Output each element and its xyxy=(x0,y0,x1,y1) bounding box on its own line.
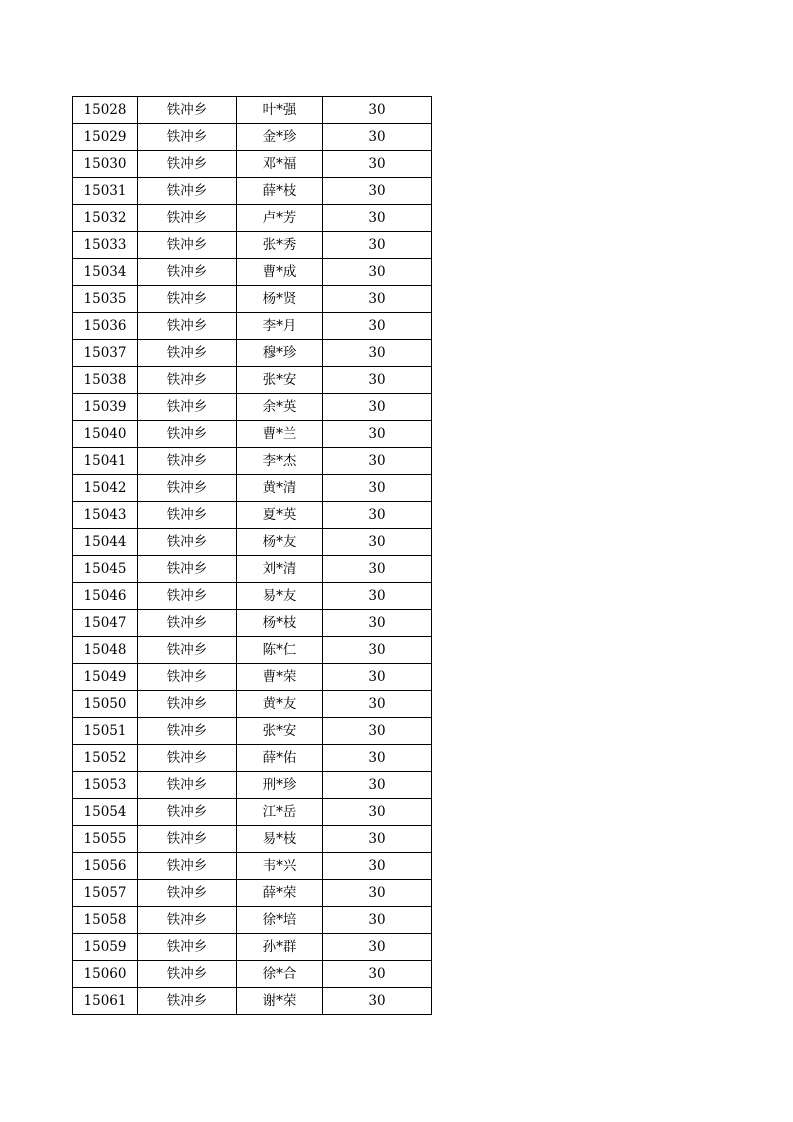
cell-person-name: 夏*英 xyxy=(237,502,323,529)
cell-amount: 30 xyxy=(323,907,432,934)
cell-person-name: 易*友 xyxy=(237,583,323,610)
cell-record-id: 15033 xyxy=(73,232,138,259)
cell-township: 铁冲乡 xyxy=(138,97,237,124)
table-row xyxy=(73,178,432,205)
cell-person-name: 薛*荣 xyxy=(237,880,323,907)
cell-township: 铁冲乡 xyxy=(138,556,237,583)
cell-person-name: 曹*荣 xyxy=(237,664,323,691)
table-row xyxy=(73,340,432,367)
table-row xyxy=(73,826,432,853)
cell-amount: 30 xyxy=(323,205,432,232)
cell-amount: 30 xyxy=(323,151,432,178)
cell-person-name: 谢*荣 xyxy=(237,988,323,1015)
cell-amount: 30 xyxy=(323,259,432,286)
table-row xyxy=(73,556,432,583)
cell-record-id: 15052 xyxy=(73,745,138,772)
cell-person-name: 薛*枝 xyxy=(237,178,323,205)
table-row xyxy=(73,394,432,421)
cell-township: 铁冲乡 xyxy=(138,475,237,502)
cell-person-name: 卢*芳 xyxy=(237,205,323,232)
table-row xyxy=(73,637,432,664)
cell-person-name: 曹*兰 xyxy=(237,421,323,448)
cell-person-name: 黄*友 xyxy=(237,691,323,718)
cell-person-name: 穆*珍 xyxy=(237,340,323,367)
cell-township: 铁冲乡 xyxy=(138,799,237,826)
cell-record-id: 15061 xyxy=(73,988,138,1015)
cell-amount: 30 xyxy=(323,799,432,826)
cell-township: 铁冲乡 xyxy=(138,772,237,799)
table-row xyxy=(73,988,432,1015)
cell-amount: 30 xyxy=(323,286,432,313)
cell-record-id: 15045 xyxy=(73,556,138,583)
cell-amount: 30 xyxy=(323,637,432,664)
cell-record-id: 15056 xyxy=(73,853,138,880)
cell-township: 铁冲乡 xyxy=(138,286,237,313)
cell-township: 铁冲乡 xyxy=(138,691,237,718)
cell-township: 铁冲乡 xyxy=(138,178,237,205)
cell-amount: 30 xyxy=(323,961,432,988)
cell-record-id: 15053 xyxy=(73,772,138,799)
cell-township: 铁冲乡 xyxy=(138,502,237,529)
cell-township: 铁冲乡 xyxy=(138,853,237,880)
cell-amount: 30 xyxy=(323,124,432,151)
cell-person-name: 杨*枝 xyxy=(237,610,323,637)
cell-amount: 30 xyxy=(323,745,432,772)
cell-amount: 30 xyxy=(323,448,432,475)
cell-record-id: 15060 xyxy=(73,961,138,988)
cell-amount: 30 xyxy=(323,529,432,556)
cell-amount: 30 xyxy=(323,772,432,799)
cell-township: 铁冲乡 xyxy=(138,934,237,961)
table-row xyxy=(73,691,432,718)
cell-record-id: 15036 xyxy=(73,313,138,340)
table-row xyxy=(73,151,432,178)
cell-record-id: 15042 xyxy=(73,475,138,502)
cell-record-id: 15034 xyxy=(73,259,138,286)
cell-township: 铁冲乡 xyxy=(138,394,237,421)
table-row xyxy=(73,664,432,691)
table-row xyxy=(73,259,432,286)
cell-township: 铁冲乡 xyxy=(138,151,237,178)
cell-person-name: 易*枝 xyxy=(237,826,323,853)
table-row xyxy=(73,961,432,988)
table-row xyxy=(73,124,432,151)
cell-amount: 30 xyxy=(323,691,432,718)
cell-person-name: 江*岳 xyxy=(237,799,323,826)
cell-amount: 30 xyxy=(323,583,432,610)
table-row xyxy=(73,610,432,637)
cell-person-name: 黄*清 xyxy=(237,475,323,502)
cell-amount: 30 xyxy=(323,853,432,880)
cell-person-name: 张*安 xyxy=(237,367,323,394)
cell-township: 铁冲乡 xyxy=(138,124,237,151)
cell-amount: 30 xyxy=(323,934,432,961)
cell-amount: 30 xyxy=(323,610,432,637)
cell-amount: 30 xyxy=(323,880,432,907)
cell-person-name: 李*杰 xyxy=(237,448,323,475)
table-row xyxy=(73,880,432,907)
cell-township: 铁冲乡 xyxy=(138,745,237,772)
cell-record-id: 15040 xyxy=(73,421,138,448)
cell-person-name: 刘*清 xyxy=(237,556,323,583)
cell-record-id: 15037 xyxy=(73,340,138,367)
cell-record-id: 15050 xyxy=(73,691,138,718)
table-row xyxy=(73,853,432,880)
cell-township: 铁冲乡 xyxy=(138,340,237,367)
cell-township: 铁冲乡 xyxy=(138,718,237,745)
cell-amount: 30 xyxy=(323,421,432,448)
cell-record-id: 15057 xyxy=(73,880,138,907)
cell-person-name: 金*珍 xyxy=(237,124,323,151)
cell-township: 铁冲乡 xyxy=(138,529,237,556)
cell-person-name: 孙*群 xyxy=(237,934,323,961)
cell-amount: 30 xyxy=(323,232,432,259)
cell-amount: 30 xyxy=(323,826,432,853)
table-row xyxy=(73,367,432,394)
cell-record-id: 15029 xyxy=(73,124,138,151)
cell-record-id: 15055 xyxy=(73,826,138,853)
cell-township: 铁冲乡 xyxy=(138,583,237,610)
table-row xyxy=(73,799,432,826)
cell-amount: 30 xyxy=(323,367,432,394)
table-row xyxy=(73,502,432,529)
cell-person-name: 薛*佑 xyxy=(237,745,323,772)
table-row xyxy=(73,934,432,961)
cell-person-name: 张*安 xyxy=(237,718,323,745)
cell-record-id: 15051 xyxy=(73,718,138,745)
cell-amount: 30 xyxy=(323,988,432,1015)
cell-record-id: 15058 xyxy=(73,907,138,934)
cell-township: 铁冲乡 xyxy=(138,205,237,232)
cell-person-name: 陈*仁 xyxy=(237,637,323,664)
table-row xyxy=(73,772,432,799)
cell-record-id: 15039 xyxy=(73,394,138,421)
roster-table xyxy=(72,96,432,1015)
cell-amount: 30 xyxy=(323,475,432,502)
cell-person-name: 余*英 xyxy=(237,394,323,421)
cell-township: 铁冲乡 xyxy=(138,961,237,988)
cell-person-name: 邓*福 xyxy=(237,151,323,178)
table-row xyxy=(73,529,432,556)
cell-township: 铁冲乡 xyxy=(138,880,237,907)
cell-record-id: 15028 xyxy=(73,97,138,124)
table-row xyxy=(73,448,432,475)
table-row xyxy=(73,313,432,340)
table-row xyxy=(73,286,432,313)
cell-record-id: 15031 xyxy=(73,178,138,205)
cell-amount: 30 xyxy=(323,97,432,124)
cell-township: 铁冲乡 xyxy=(138,988,237,1015)
table-row xyxy=(73,232,432,259)
cell-township: 铁冲乡 xyxy=(138,610,237,637)
cell-person-name: 徐*合 xyxy=(237,961,323,988)
cell-person-name: 叶*强 xyxy=(237,97,323,124)
table-row xyxy=(73,907,432,934)
table-row xyxy=(73,475,432,502)
cell-township: 铁冲乡 xyxy=(138,448,237,475)
cell-township: 铁冲乡 xyxy=(138,826,237,853)
cell-record-id: 15048 xyxy=(73,637,138,664)
cell-amount: 30 xyxy=(323,556,432,583)
cell-record-id: 15038 xyxy=(73,367,138,394)
cell-record-id: 15044 xyxy=(73,529,138,556)
table-row xyxy=(73,205,432,232)
cell-person-name: 刑*珍 xyxy=(237,772,323,799)
roster-table-body xyxy=(73,97,432,1015)
cell-person-name: 杨*贤 xyxy=(237,286,323,313)
cell-person-name: 张*秀 xyxy=(237,232,323,259)
cell-amount: 30 xyxy=(323,313,432,340)
cell-township: 铁冲乡 xyxy=(138,664,237,691)
cell-township: 铁冲乡 xyxy=(138,259,237,286)
cell-record-id: 15046 xyxy=(73,583,138,610)
cell-amount: 30 xyxy=(323,664,432,691)
cell-record-id: 15035 xyxy=(73,286,138,313)
cell-township: 铁冲乡 xyxy=(138,421,237,448)
cell-amount: 30 xyxy=(323,502,432,529)
table-row xyxy=(73,421,432,448)
table-row xyxy=(73,718,432,745)
cell-record-id: 15030 xyxy=(73,151,138,178)
cell-amount: 30 xyxy=(323,178,432,205)
cell-record-id: 15054 xyxy=(73,799,138,826)
cell-amount: 30 xyxy=(323,394,432,421)
cell-amount: 30 xyxy=(323,340,432,367)
cell-record-id: 15059 xyxy=(73,934,138,961)
cell-record-id: 15047 xyxy=(73,610,138,637)
cell-record-id: 15043 xyxy=(73,502,138,529)
cell-record-id: 15041 xyxy=(73,448,138,475)
cell-person-name: 韦*兴 xyxy=(237,853,323,880)
cell-person-name: 曹*成 xyxy=(237,259,323,286)
cell-record-id: 15032 xyxy=(73,205,138,232)
cell-township: 铁冲乡 xyxy=(138,907,237,934)
cell-township: 铁冲乡 xyxy=(138,313,237,340)
cell-township: 铁冲乡 xyxy=(138,232,237,259)
cell-record-id: 15049 xyxy=(73,664,138,691)
cell-person-name: 徐*培 xyxy=(237,907,323,934)
table-row xyxy=(73,97,432,124)
cell-amount: 30 xyxy=(323,718,432,745)
cell-township: 铁冲乡 xyxy=(138,637,237,664)
cell-person-name: 李*月 xyxy=(237,313,323,340)
cell-township: 铁冲乡 xyxy=(138,367,237,394)
table-row xyxy=(73,583,432,610)
cell-person-name: 杨*友 xyxy=(237,529,323,556)
table-row xyxy=(73,745,432,772)
